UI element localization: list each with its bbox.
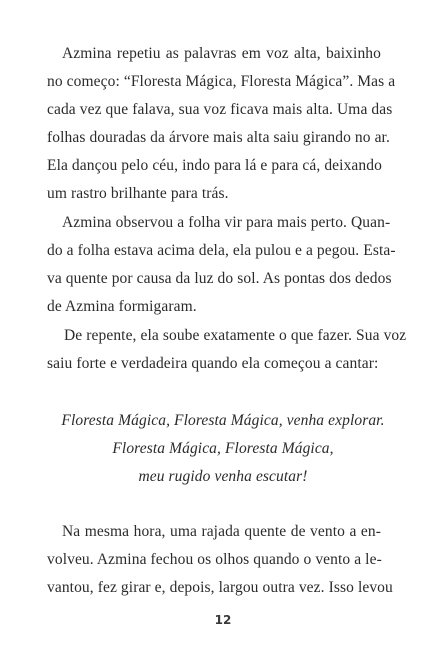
text-line: um rastro brilhante para trás. bbox=[47, 185, 229, 202]
text-line: de Azmina formigaram. bbox=[47, 298, 197, 315]
text-line: vantou, fez girar e, depois, largou outra vez. Isso levou bbox=[47, 579, 393, 596]
verse-line: Floresta Mágica, Floresta Mágica, bbox=[112, 440, 334, 457]
text-line: Azmina repetiu as palavras em voz alta, baixinho bbox=[62, 45, 381, 62]
page-number: 12 bbox=[214, 613, 232, 627]
text-line: saiu forte e verdadeira quando ela começou a cantar: bbox=[47, 355, 379, 372]
text-line: no começo: “Floresta Mágica, Floresta Mágica”. Mas a bbox=[47, 73, 396, 90]
text-line: De repente, ela soube exatamente o que fazer. Sua voz bbox=[64, 327, 407, 344]
text-line: va quente por causa da luz do sol. As pontas dos dedos bbox=[47, 270, 392, 287]
verse-line: Floresta Mágica, Floresta Mágica, venha explorar. bbox=[61, 412, 385, 429]
text-line: Na mesma hora, uma rajada quente de vento a en- bbox=[62, 523, 381, 540]
verse-line: meu rugido venha escutar! bbox=[138, 468, 308, 485]
text-line: cada vez que falava, sua voz ficava mais alta. Uma das bbox=[47, 101, 393, 118]
text-line: Azmina observou a folha vir para mais perto. Quan- bbox=[62, 214, 391, 231]
text-line: folhas douradas da árvore mais alta saiu girando no ar. bbox=[47, 129, 390, 146]
text-line: Ela dançou pelo céu, indo para lá e para cá, deixando bbox=[47, 157, 382, 174]
text-line: do a folha estava acima dela, ela pulou e a pegou. Esta- bbox=[47, 242, 396, 259]
text-line: volveu. Azmina fechou os olhos quando o vento a le- bbox=[47, 551, 382, 568]
